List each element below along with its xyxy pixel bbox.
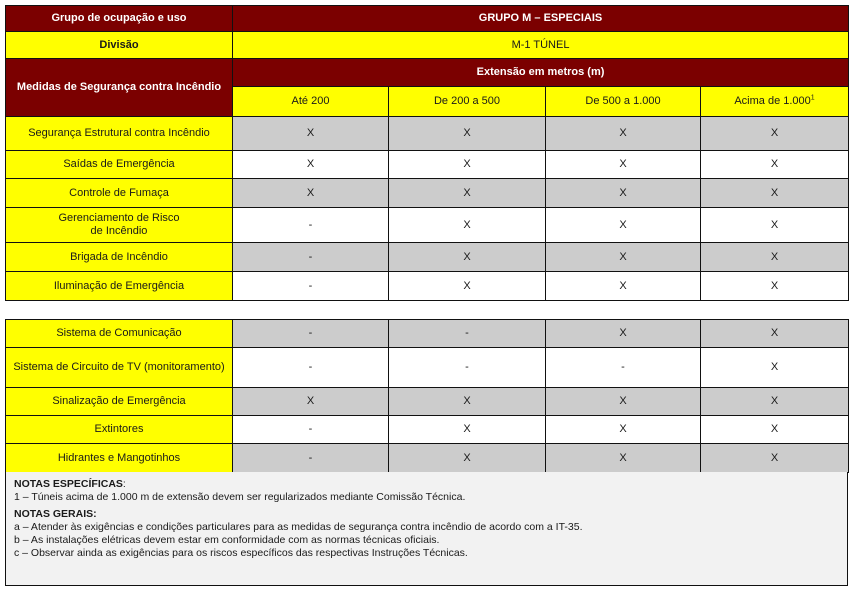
table-row <box>6 179 849 208</box>
requirement-cell: X <box>546 243 701 272</box>
requirement-cell: X <box>233 151 389 179</box>
requirement-cell: X <box>546 444 701 473</box>
requirement-cell: - <box>233 444 389 473</box>
requirement-cell: X <box>701 272 849 301</box>
measure-label <box>6 388 233 416</box>
requirement-cell: - <box>233 208 389 243</box>
requirement-cell: - <box>233 243 389 272</box>
measure-label-text: Sistema de Circuito de TV (monitoramento) <box>13 361 225 373</box>
requirement-cell: X <box>546 416 701 444</box>
requirement-cell: X <box>389 444 546 473</box>
footnote-marker: 1 <box>810 94 815 102</box>
group-value: GRUPO M – ESPECIAIS <box>233 6 849 32</box>
measure-label-text: Brigada de Incêndio <box>70 250 168 263</box>
division-value: M-1 TÚNEL <box>233 32 849 59</box>
specific-notes-colon: : <box>122 478 126 490</box>
requirement-cell: X <box>233 117 389 151</box>
requirement-cell: X <box>389 117 546 151</box>
measure-label <box>6 444 233 473</box>
measure-label <box>6 179 233 208</box>
requirement-cell: X <box>701 243 849 272</box>
requirement-cell: - <box>546 348 701 388</box>
requirement-cell: - <box>233 416 389 444</box>
requirement-cell: X <box>701 151 849 179</box>
column-header-last <box>701 87 849 117</box>
group-label: Grupo de ocupação e uso <box>6 6 233 32</box>
requirement-cell: X <box>701 208 849 243</box>
requirement-cell: X <box>233 388 389 416</box>
measure-label <box>6 117 233 151</box>
requirement-cell: X <box>701 444 849 473</box>
table-row <box>6 444 849 473</box>
requirement-cell: X <box>701 320 849 348</box>
measure-label-text: Sistema de Comunicação <box>56 327 182 339</box>
table-row <box>6 416 849 444</box>
requirement-cell: - <box>233 272 389 301</box>
measure-label-text: Saídas de Emergência <box>63 158 175 170</box>
table-row <box>6 208 849 243</box>
requirement-cell: X <box>389 388 546 416</box>
requirements-table-2 <box>5 319 849 473</box>
column-header-text: Acima de 1.000 <box>734 95 811 107</box>
requirement-cell: X <box>389 179 546 208</box>
measure-label <box>6 320 233 348</box>
table-row <box>6 117 849 151</box>
measure-label <box>6 272 233 301</box>
requirement-cell: X <box>546 179 701 208</box>
table-row <box>6 388 849 416</box>
requirement-cell: X <box>389 151 546 179</box>
requirement-cell: X <box>389 416 546 444</box>
requirement-cell: X <box>701 388 849 416</box>
requirement-cell: X <box>546 272 701 301</box>
measure-label <box>6 151 233 179</box>
table-row <box>6 320 849 348</box>
requirement-cell: X <box>389 243 546 272</box>
column-header: De 500 a 1.000 <box>546 87 701 117</box>
specific-note: 1 – Túneis acima de 1.000 m de extensão devem ser regularizados mediante Comissão Técnica. <box>14 491 466 503</box>
requirement-cell: X <box>233 179 389 208</box>
general-note: b – As instalações elétricas devem estar em conformidade com as normas técnicas oficiais. <box>14 534 440 546</box>
table-row <box>6 348 849 388</box>
general-notes-title: NOTAS GERAIS: <box>14 508 97 520</box>
requirement-cell: X <box>701 179 849 208</box>
requirement-cell: X <box>546 208 701 243</box>
measure-label-text: Iluminação de Emergência <box>53 279 185 292</box>
requirement-cell: X <box>546 320 701 348</box>
measure-label-text: Controle de Fumaça <box>69 186 169 199</box>
requirements-table-1 <box>5 5 849 301</box>
table-row <box>6 243 849 272</box>
requirement-cell: - <box>389 320 546 348</box>
requirement-cell: X <box>701 416 849 444</box>
requirement-cell: X <box>701 348 849 388</box>
specific-notes-title-text: NOTAS ESPECÍFICAS <box>14 478 123 490</box>
table-row <box>6 272 849 301</box>
column-header: Até 200 <box>233 87 389 117</box>
notes-box <box>5 472 848 586</box>
requirement-cell: X <box>546 117 701 151</box>
requirement-cell: - <box>389 348 546 388</box>
measure-label-text: Extintores <box>94 423 144 435</box>
table-row <box>6 151 849 179</box>
measure-label <box>6 208 233 243</box>
requirement-cell: X <box>389 272 546 301</box>
extension-label: Extensão em metros (m) <box>233 59 849 87</box>
requirement-cell: X <box>389 208 546 243</box>
requirement-cell: - <box>233 320 389 348</box>
measure-label <box>6 243 233 272</box>
column-header: De 200 a 500 <box>389 87 546 117</box>
measures-label: Medidas de Segurança contra Incêndio <box>6 59 233 117</box>
general-note: a – Atender às exigências e condições particulares para as medidas de segurança contra incêndio de acordo com a IT-35. <box>14 521 583 533</box>
division-label: Divisão <box>6 32 233 59</box>
measure-label-text: Gerenciamento de Risco <box>58 212 180 224</box>
measure-label-text: Segurança Estrutural contra Incêndio <box>28 127 210 139</box>
measure-label <box>6 416 233 444</box>
general-note: c – Observar ainda as exigências para os riscos específicos das respectivas Instruções Técnicas. <box>14 547 468 559</box>
measure-label-text: Sinalização de Emergência <box>52 395 186 407</box>
specific-notes-title <box>14 478 839 491</box>
requirement-cell: - <box>233 348 389 388</box>
requirement-cell: X <box>546 388 701 416</box>
measure-label-text: Hidrantes e Mangotinhos <box>57 451 181 464</box>
requirement-cell: X <box>546 151 701 179</box>
requirement-cell: X <box>701 117 849 151</box>
measure-label-text: de Incêndio <box>90 225 148 237</box>
measure-label <box>6 348 233 388</box>
